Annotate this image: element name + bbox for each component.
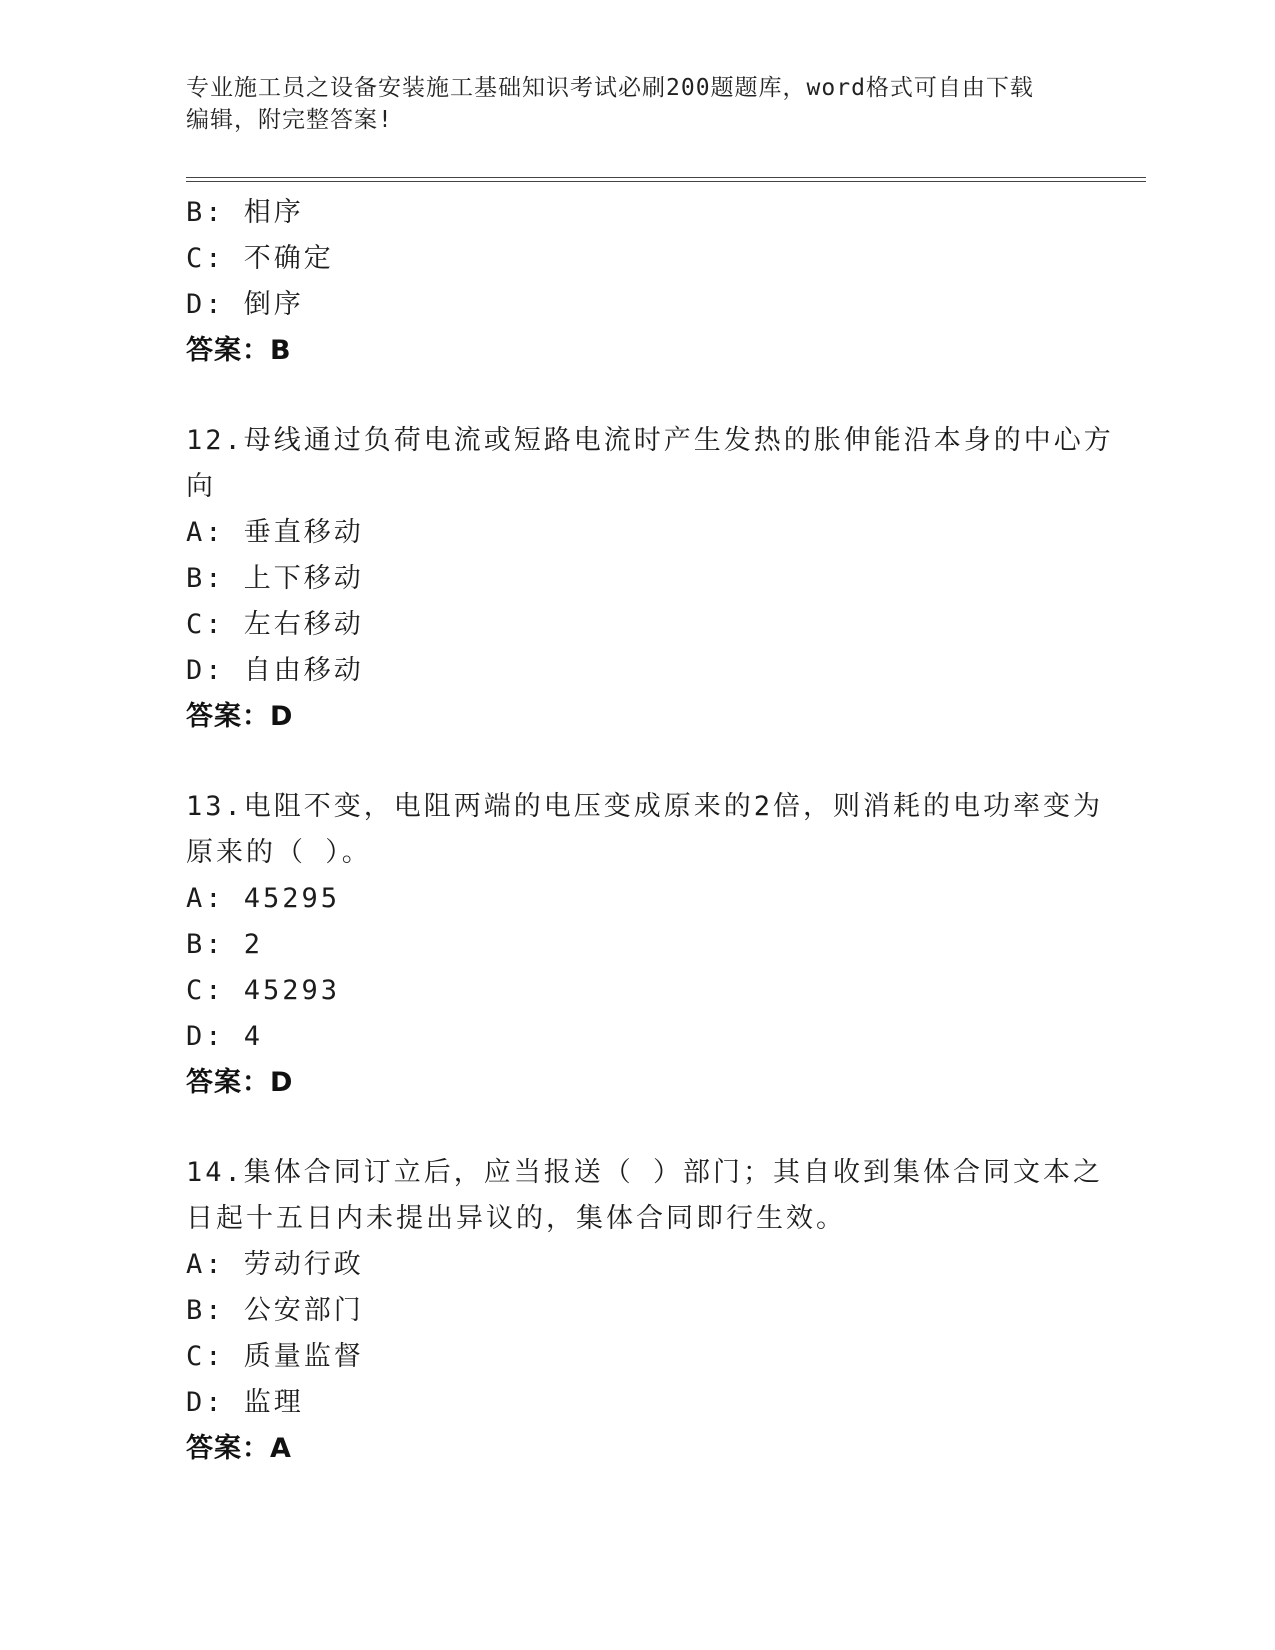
answer-line: 答案：A — [186, 1433, 292, 1464]
option-d: D: 倒序 — [186, 289, 304, 320]
question-list — [186, 190, 1114, 1472]
question-text-line-2: 日起十五日内未提出异议的，集体合同即行生效。 — [186, 1203, 846, 1234]
header-title-line-1: 专业施工员之设备安装施工基础知识考试必刷200题题库，word格式可自由下载 — [186, 75, 1034, 101]
option-c: C: 左右移动 — [186, 609, 364, 640]
option-a: A: 45295 — [186, 883, 341, 914]
answer-line: 答案：B — [186, 335, 292, 366]
question-block-13 — [186, 784, 1104, 1106]
option-d: D: 监理 — [186, 1387, 304, 1418]
answer-line: 答案：D — [186, 1067, 294, 1098]
header-divider — [186, 177, 1146, 182]
option-c: C: 不确定 — [186, 243, 334, 274]
question-text-line-2: 向 — [186, 471, 216, 502]
option-a: A: 劳动行政 — [186, 1249, 364, 1280]
option-d: D: 自由移动 — [186, 655, 364, 686]
answer-line: 答案：D — [186, 701, 294, 732]
question-text-line-1: 14.集体合同订立后，应当报送（ ）部门；其自收到集体合同文本之 — [186, 1157, 1104, 1188]
option-c: C: 45293 — [186, 975, 341, 1006]
question-text-line-1: 12.母线通过负荷电流或短路电流时产生发热的胀伸能沿本身的中心方 — [186, 425, 1114, 456]
question-text-line-2: 原来的（ ）。 — [186, 837, 372, 868]
option-b: B: 2 — [186, 929, 264, 960]
option-c: C: 质量监督 — [186, 1341, 364, 1372]
option-b: B: 公安部门 — [186, 1295, 364, 1326]
page-header — [186, 72, 1086, 136]
header-title-line-2: 编辑，附完整答案! — [186, 107, 393, 133]
option-b: B: 上下移动 — [186, 563, 364, 594]
option-b: B: 相序 — [186, 197, 304, 228]
question-text-line-1: 13.电阻不变，电阻两端的电压变成原来的2倍，则消耗的电功率变为 — [186, 791, 1104, 822]
question-block-12 — [186, 418, 1114, 740]
question-block-14 — [186, 1150, 1104, 1472]
option-d: D: 4 — [186, 1021, 264, 1052]
option-a: A: 垂直移动 — [186, 517, 364, 548]
question-block-11 — [186, 190, 1086, 374]
